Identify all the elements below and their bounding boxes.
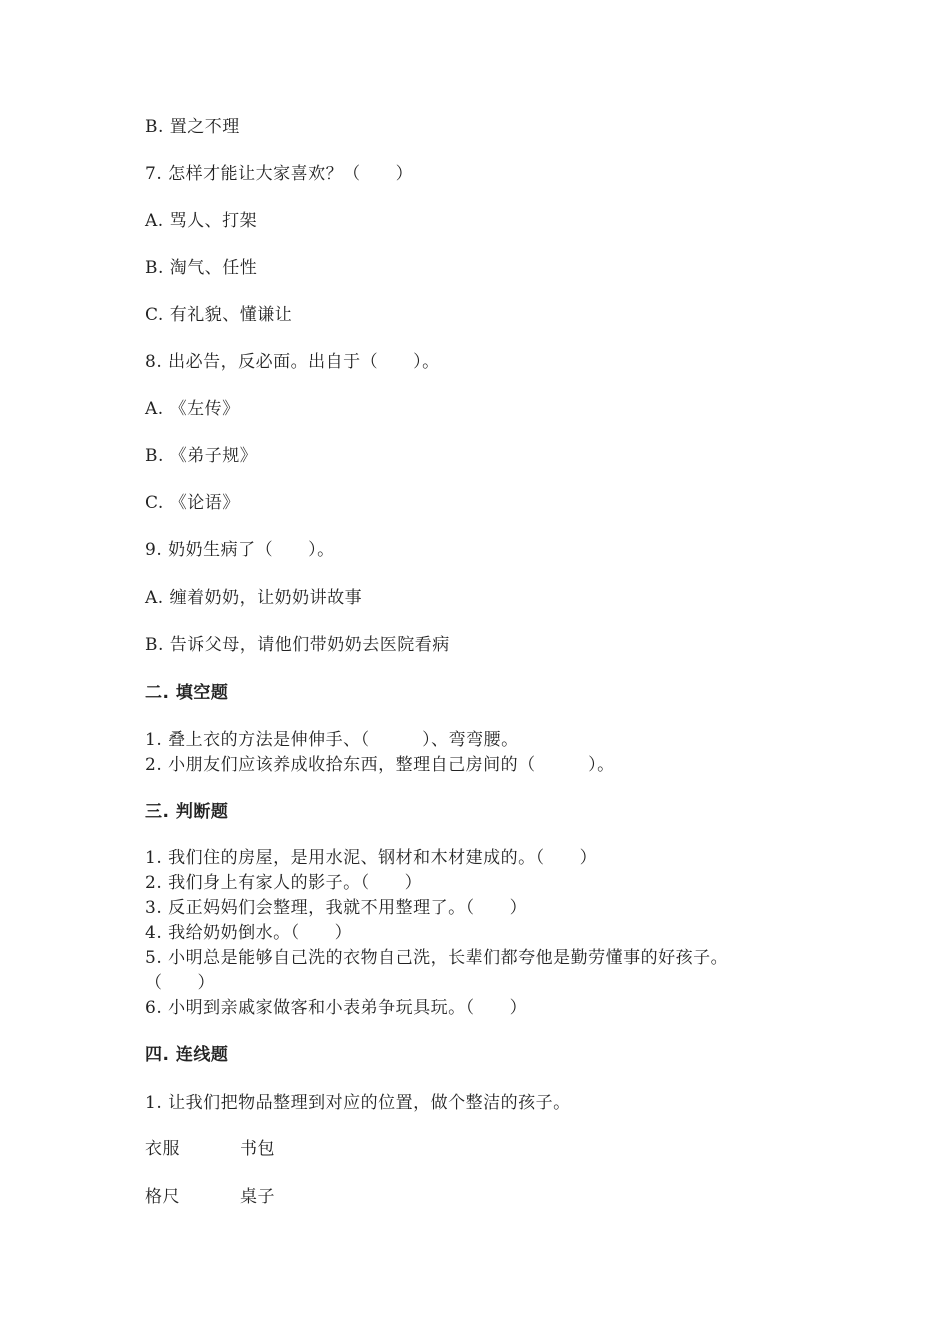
- question-8-option-b: B. 《弟子规》: [145, 446, 258, 466]
- fill-blank-item-1: 1. 叠上衣的方法是伸伸手、（ ）、弯弯腰。: [145, 730, 519, 750]
- question-7-option-a: A. 骂人、打架: [145, 211, 258, 231]
- question-9-option-b: B. 告诉父母，请他们带奶奶去医院看病: [145, 635, 450, 655]
- section-4-title: 四. 连线题: [145, 1045, 229, 1065]
- matching-left-item: 格尺: [145, 1187, 180, 1207]
- question-7-option-c: C. 有礼貌、懂谦让: [145, 305, 293, 325]
- fill-blank-item-2: 2. 小朋友们应该养成收拾东西，整理自己房间的（ ）。: [145, 755, 615, 775]
- judge-item-3: 3. 反正妈妈们会整理，我就不用整理了。（ ）: [145, 898, 528, 918]
- question-9-option-a: A. 缠着奶奶，让奶奶讲故事: [145, 588, 363, 608]
- question-8: 8. 出必告，反必面。出自于（ ）。: [145, 352, 440, 372]
- matching-right-item: 书包: [240, 1139, 275, 1159]
- judge-item-6: 6. 小明到亲戚家做客和小表弟争玩具玩。（ ）: [145, 998, 528, 1018]
- matching-question-1: 1. 让我们把物品整理到对应的位置，做个整洁的孩子。: [145, 1093, 571, 1113]
- question-7-option-b: B. 淘气、任性: [145, 258, 258, 278]
- judge-item-2: 2. 我们身上有家人的影子。（ ）: [145, 873, 423, 893]
- matching-right-item: 桌子: [240, 1187, 275, 1207]
- question-9: 9. 奶奶生病了（ ）。: [145, 540, 335, 560]
- question-7: 7. 怎样才能让大家喜欢？（ ）: [145, 164, 414, 184]
- judge-item-1: 1. 我们住的房屋，是用水泥、钢材和木材建成的。（ ）: [145, 848, 598, 868]
- judge-item-4: 4. 我给奶奶倒水。（ ）: [145, 923, 353, 943]
- judge-item-5: 5. 小明总是能够自己洗的衣物自己洗，长辈们都夸他是勤劳懂事的好孩子。: [145, 948, 729, 968]
- matching-left-item: 衣服: [145, 1139, 180, 1159]
- question-8-option-c: C. 《论语》: [145, 493, 240, 513]
- question-6-option-b: B. 置之不理: [145, 117, 240, 137]
- question-8-option-a: A. 《左传》: [145, 399, 240, 419]
- section-2-title: 二. 填空题: [145, 683, 229, 703]
- section-3-title: 三. 判断题: [145, 802, 229, 822]
- judge-item-5-blank: （ ）: [145, 973, 215, 993]
